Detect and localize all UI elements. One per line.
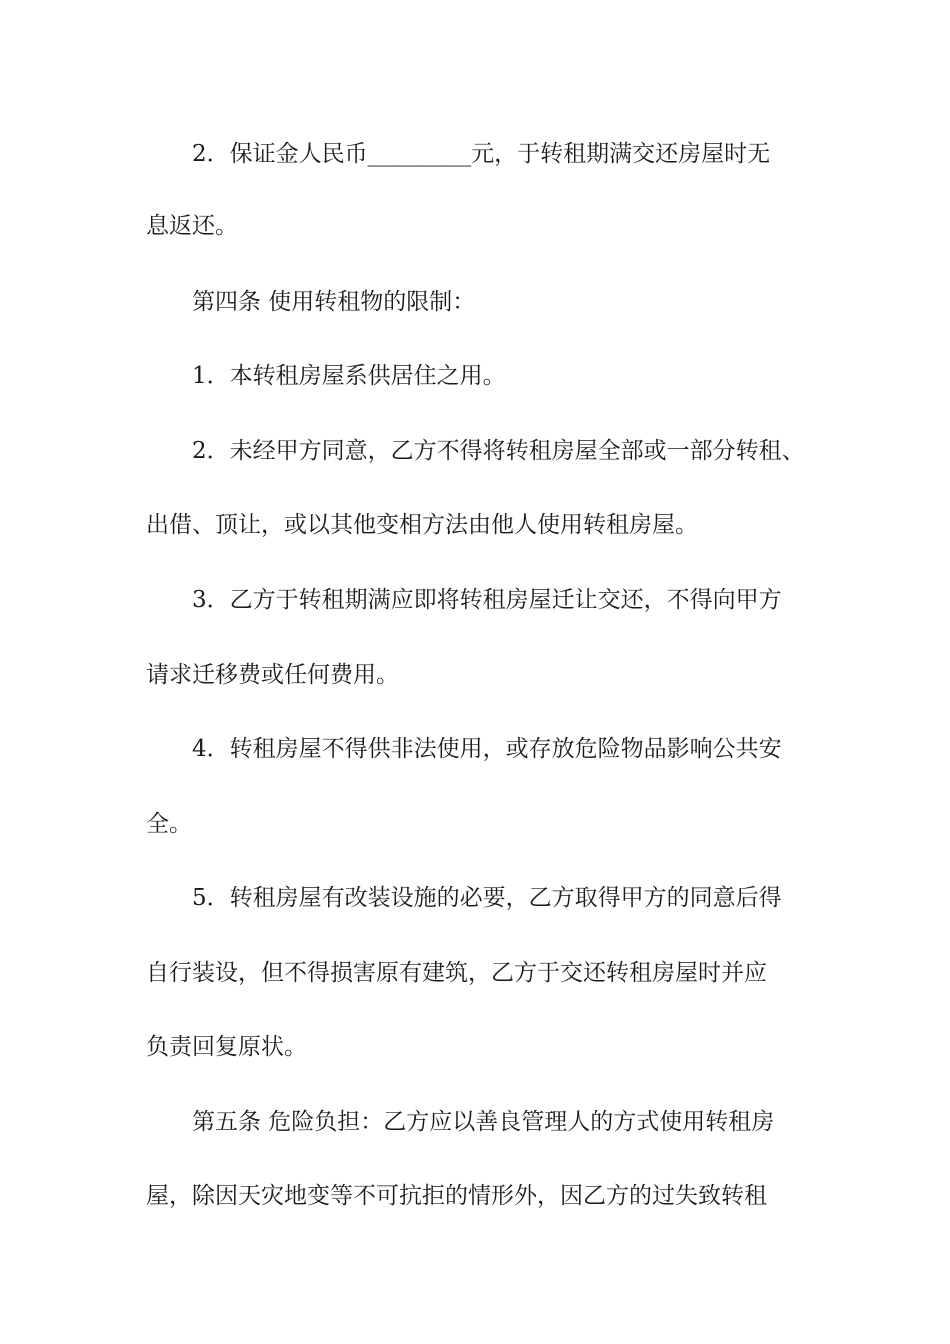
text-line: 5．转租房屋有改装设施的必要，乙方取得甲方的同意后得 [192,885,782,911]
text-line: 1．本转租房屋系供居住之用。 [192,363,506,389]
text-line: 4．转租房屋不得供非法使用，或存放危险物品影响公共安 [192,736,782,762]
text-line: 自行装设，但不得损害原有建筑，乙方于交还转租房屋时并应 [146,960,767,986]
text-line: 2．未经甲方同意，乙方不得将转租房屋全部或一部分转租、 [192,438,805,464]
text-line: 全。 [146,811,192,837]
text-line: 2．保证金人民币_________元，于转租期满交还房屋时无 [192,141,771,167]
text-line: 3．乙方于转租期满应即将转租房屋迁让交还，不得向甲方 [192,587,782,613]
article-heading: 第四条 使用转租物的限制： [192,289,476,315]
text-line: 请求迁移费或任何费用。 [146,662,399,688]
text-line: 出借、顶让，或以其他变相方法由他人使用转租房屋。 [146,512,698,538]
article-heading: 第五条 危险负担：乙方应以善良管理人的方式使用转租房 [192,1109,775,1135]
text-line: 息返还。 [146,213,238,239]
text-line: 负责回复原状。 [146,1034,307,1060]
text-line: 屋，除因天灾地变等不可抗拒的情形外，因乙方的过失致转租 [146,1183,767,1209]
